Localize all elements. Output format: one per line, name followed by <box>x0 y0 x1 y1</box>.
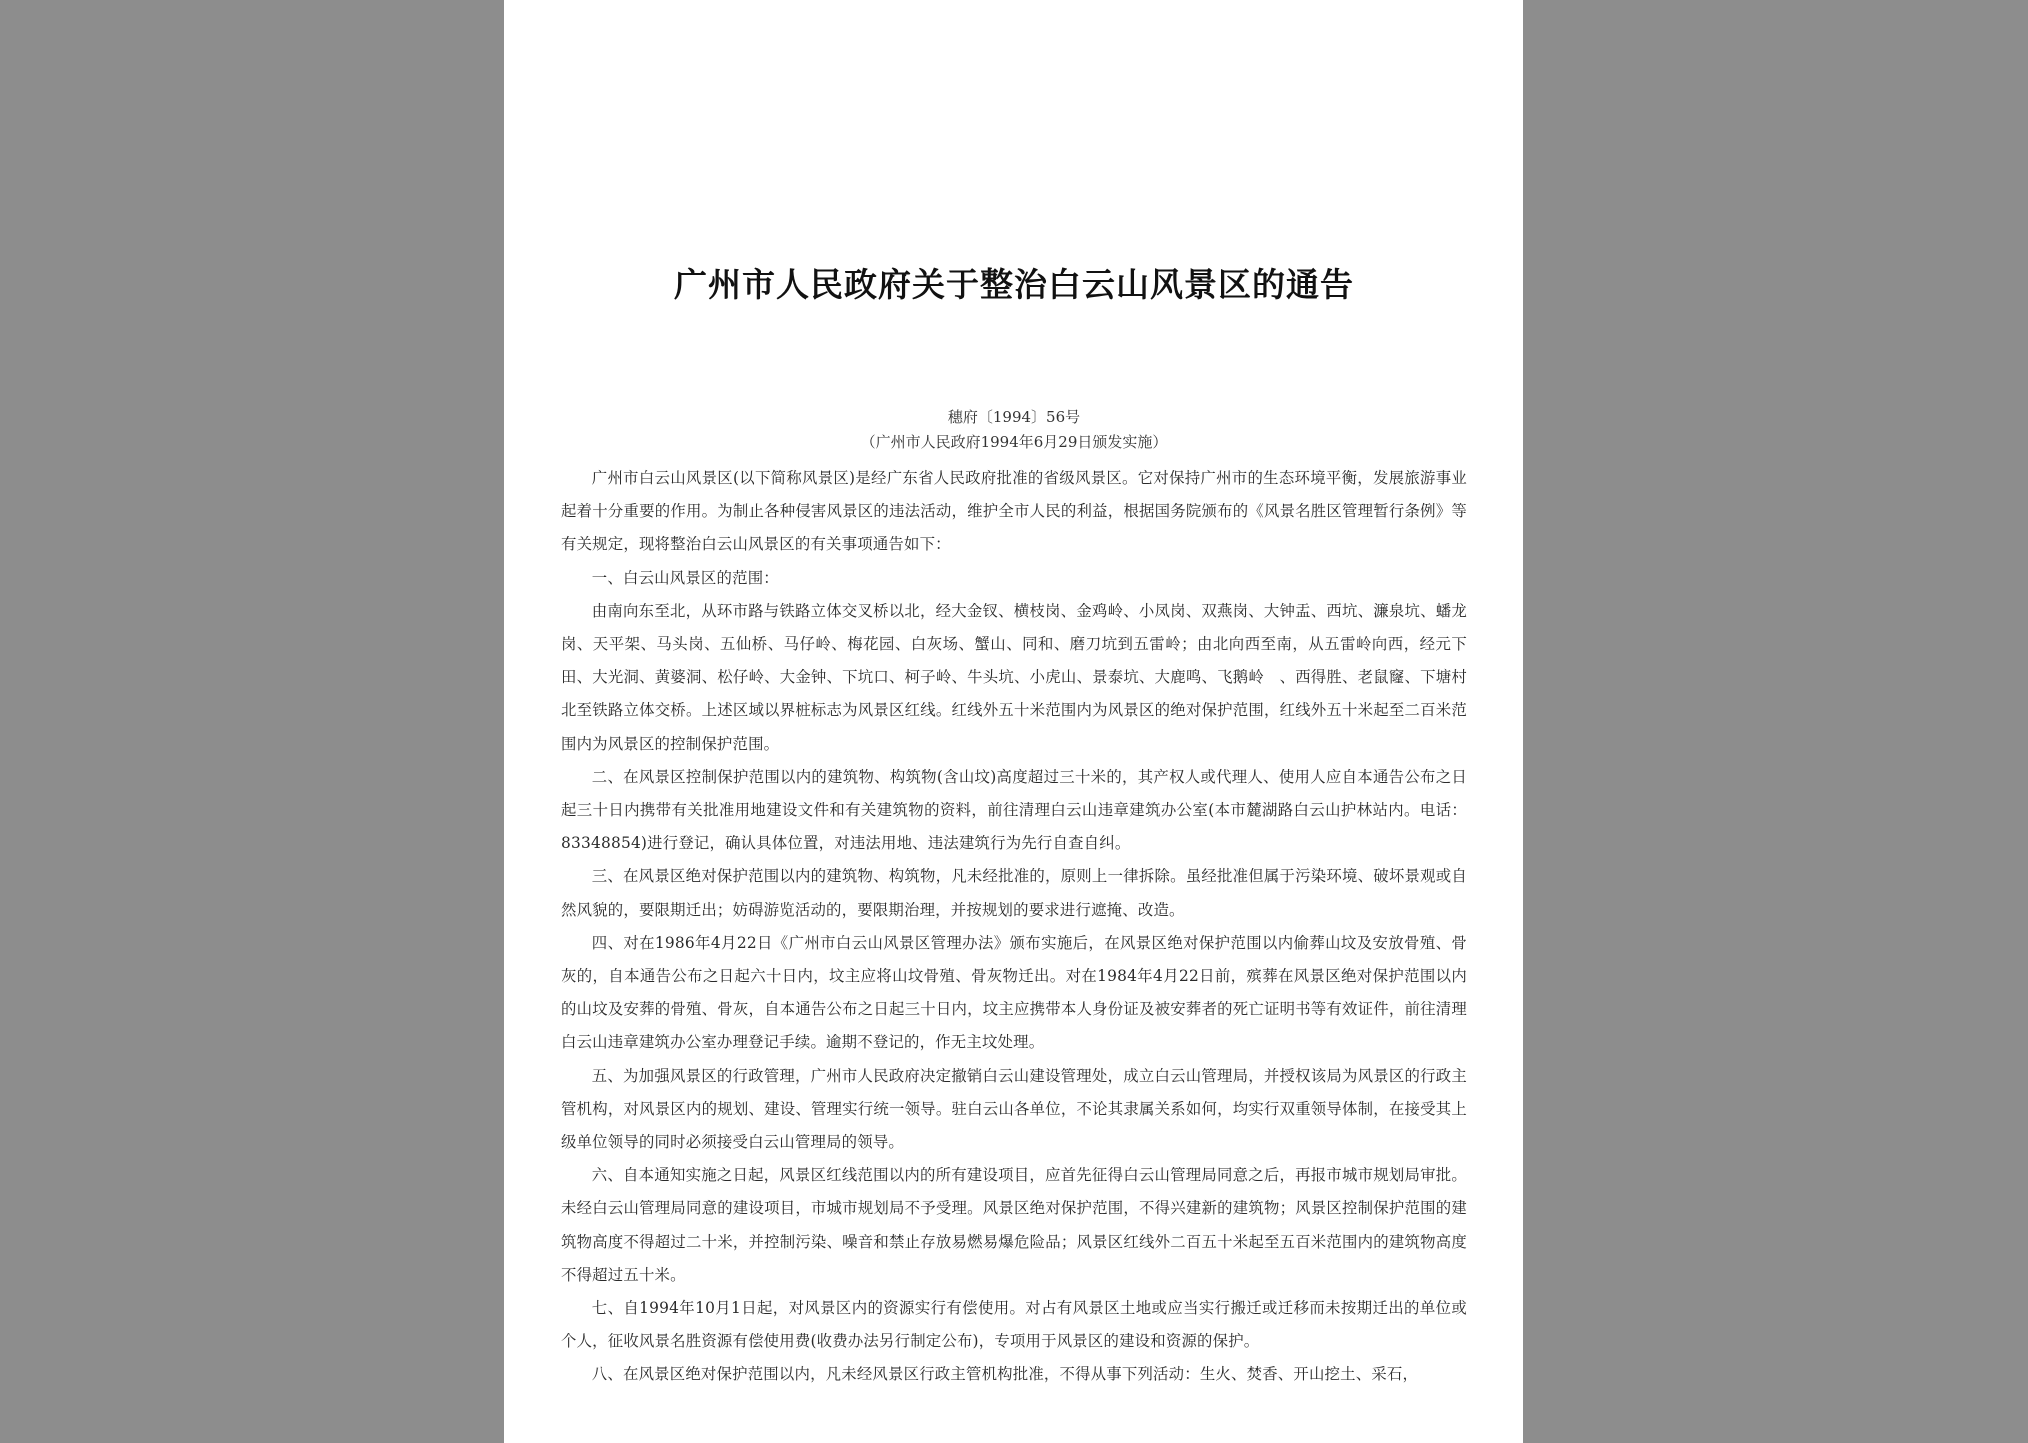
document-body <box>561 462 1467 1392</box>
paragraph-1-heading: 一、白云山风景区的范围： <box>591 568 779 587</box>
document-page <box>504 0 1523 1443</box>
paragraph-1-scope: 由南向东至北，从环市路与铁路立体交叉桥以北，经大金钗、横枝岗、金鸡岭、小凤岗、双燕岗、大钟盂、西坑、濂泉坑、蟠龙岗、天平架、马头岗、五仙桥、马仔岭、梅花园、白灰场、蟹山、同和、磨刀坑到五雷岭；由北向西至南，从五雷岭向西，经元下田、大光洞、黄婆洞、松仔岭、大金钟、下坑口、柯子岭、牛头坑、小虎山、景泰坑、大鹿鸣、飞鹅岭 、西得胜、老鼠窿、下塘村北至铁路立体交桥。上述区域以界桩标志为风景区红线。红线外五十米范围内为风景区的绝对保护范围，红线外五十米起至二百米范围内为风景区的控制保护范围。 <box>561 601 1467 753</box>
paragraph-7: 七、自1994年10月1日起，对风景区内的资源实行有偿使用。对占有风景区土地或应当实行搬迁或迁移而未按期迁出的单位或个人，征收风景名胜资源有偿使用费(收费办法另行制定公布)，专项用于风景区的建设和资源的保护。 <box>561 1299 1467 1351</box>
paragraph-4: 四、对在1986年4月22日《广州市白云山风景区管理办法》颁布实施后，在风景区绝对保护范围以内偷葬山坟及安放骨殖、骨灰的，自本通告公布之日起六十日内，坟主应将山坟骨殖、骨灰物迁出。对在1984年4月22日前，殡葬在风景区绝对保护范围以内的山坟及安葬的骨殖、骨灰，自本通告公布之日起三十日内，坟主应携带本人身份证及被安葬者的死亡证明书等有效证件，前往清理白云山违章建筑办公室办理登记手续。逾期不登记的，作无主坟处理。 <box>561 933 1467 1052</box>
document-number: 穗府〔1994〕56号 <box>947 408 1081 426</box>
document-title: 广州市人民政府关于整治白云山风景区的通告 <box>674 265 1354 304</box>
paragraph-8: 八、在风景区绝对保护范围以内，凡未经风景区行政主管机构批准，不得从事下列活动：生火、焚香、开山挖土、采石， <box>591 1365 1419 1384</box>
issue-date-note: （广州市人民政府1994年6月29日颁发实施） <box>860 433 1168 451</box>
paragraph-2: 二、在风景区控制保护范围以内的建筑物、构筑物(含山坟)高度超过三十米的，其产权人或代理人、使用人应自本通告公布之日起三十日内携带有关批准用地建设文件和有关建筑物的资料，前往清理白云山违章建筑办公室(本市麓湖路白云山护林站内。电话：83348854)进行登记，确认具体位置，对违法用地、违法建筑行为先行自查自纠。 <box>561 767 1467 853</box>
paragraph-intro: 广州市白云山风景区(以下简称风景区)是经广东省人民政府批准的省级风景区。它对保持广州市的生态环境平衡，发展旅游事业起着十分重要的作用。为制止各种侵害风景区的违法活动，维护全市人民的利益，根据国务院颁布的《风景名胜区管理暂行条例》等有关规定，现将整治白云山风景区的有关事项通告如下： <box>561 469 1467 554</box>
paragraph-3: 三、在风景区绝对保护范围以内的建筑物、构筑物，凡未经批准的，原则上一律拆除。虽经批准但属于污染环境、破坏景观或自然风貌的，要限期迁出；妨碍游览活动的，要限期治理，并按规划的要求进行遮掩、改造。 <box>561 867 1467 919</box>
paragraph-5: 五、为加强风景区的行政管理，广州市人民政府决定撤销白云山建设管理处，成立白云山管理局，并授权该局为风景区的行政主管机构，对风景区内的规划、建设、管理实行统一领导。驻白云山各单位，不论其隶属关系如何，均实行双重领导体制，在接受其上级单位领导的同时必须接受白云山管理局的领导。 <box>561 1066 1467 1152</box>
paragraph-6: 六、自本通知实施之日起，风景区红线范围以内的所有建设项目，应首先征得白云山管理局同意之后，再报市城市规划局审批。未经白云山管理局同意的建设项目，市城市规划局不予受理。风景区绝对保护范围，不得兴建新的建筑物；风景区控制保护范围的建筑物高度不得超过二十米，并控制污染、噪音和禁止存放易燃易爆危险品；风景区红线外二百五十米起至五百米范围内的建筑物高度不得超过五十米。 <box>561 1166 1467 1284</box>
